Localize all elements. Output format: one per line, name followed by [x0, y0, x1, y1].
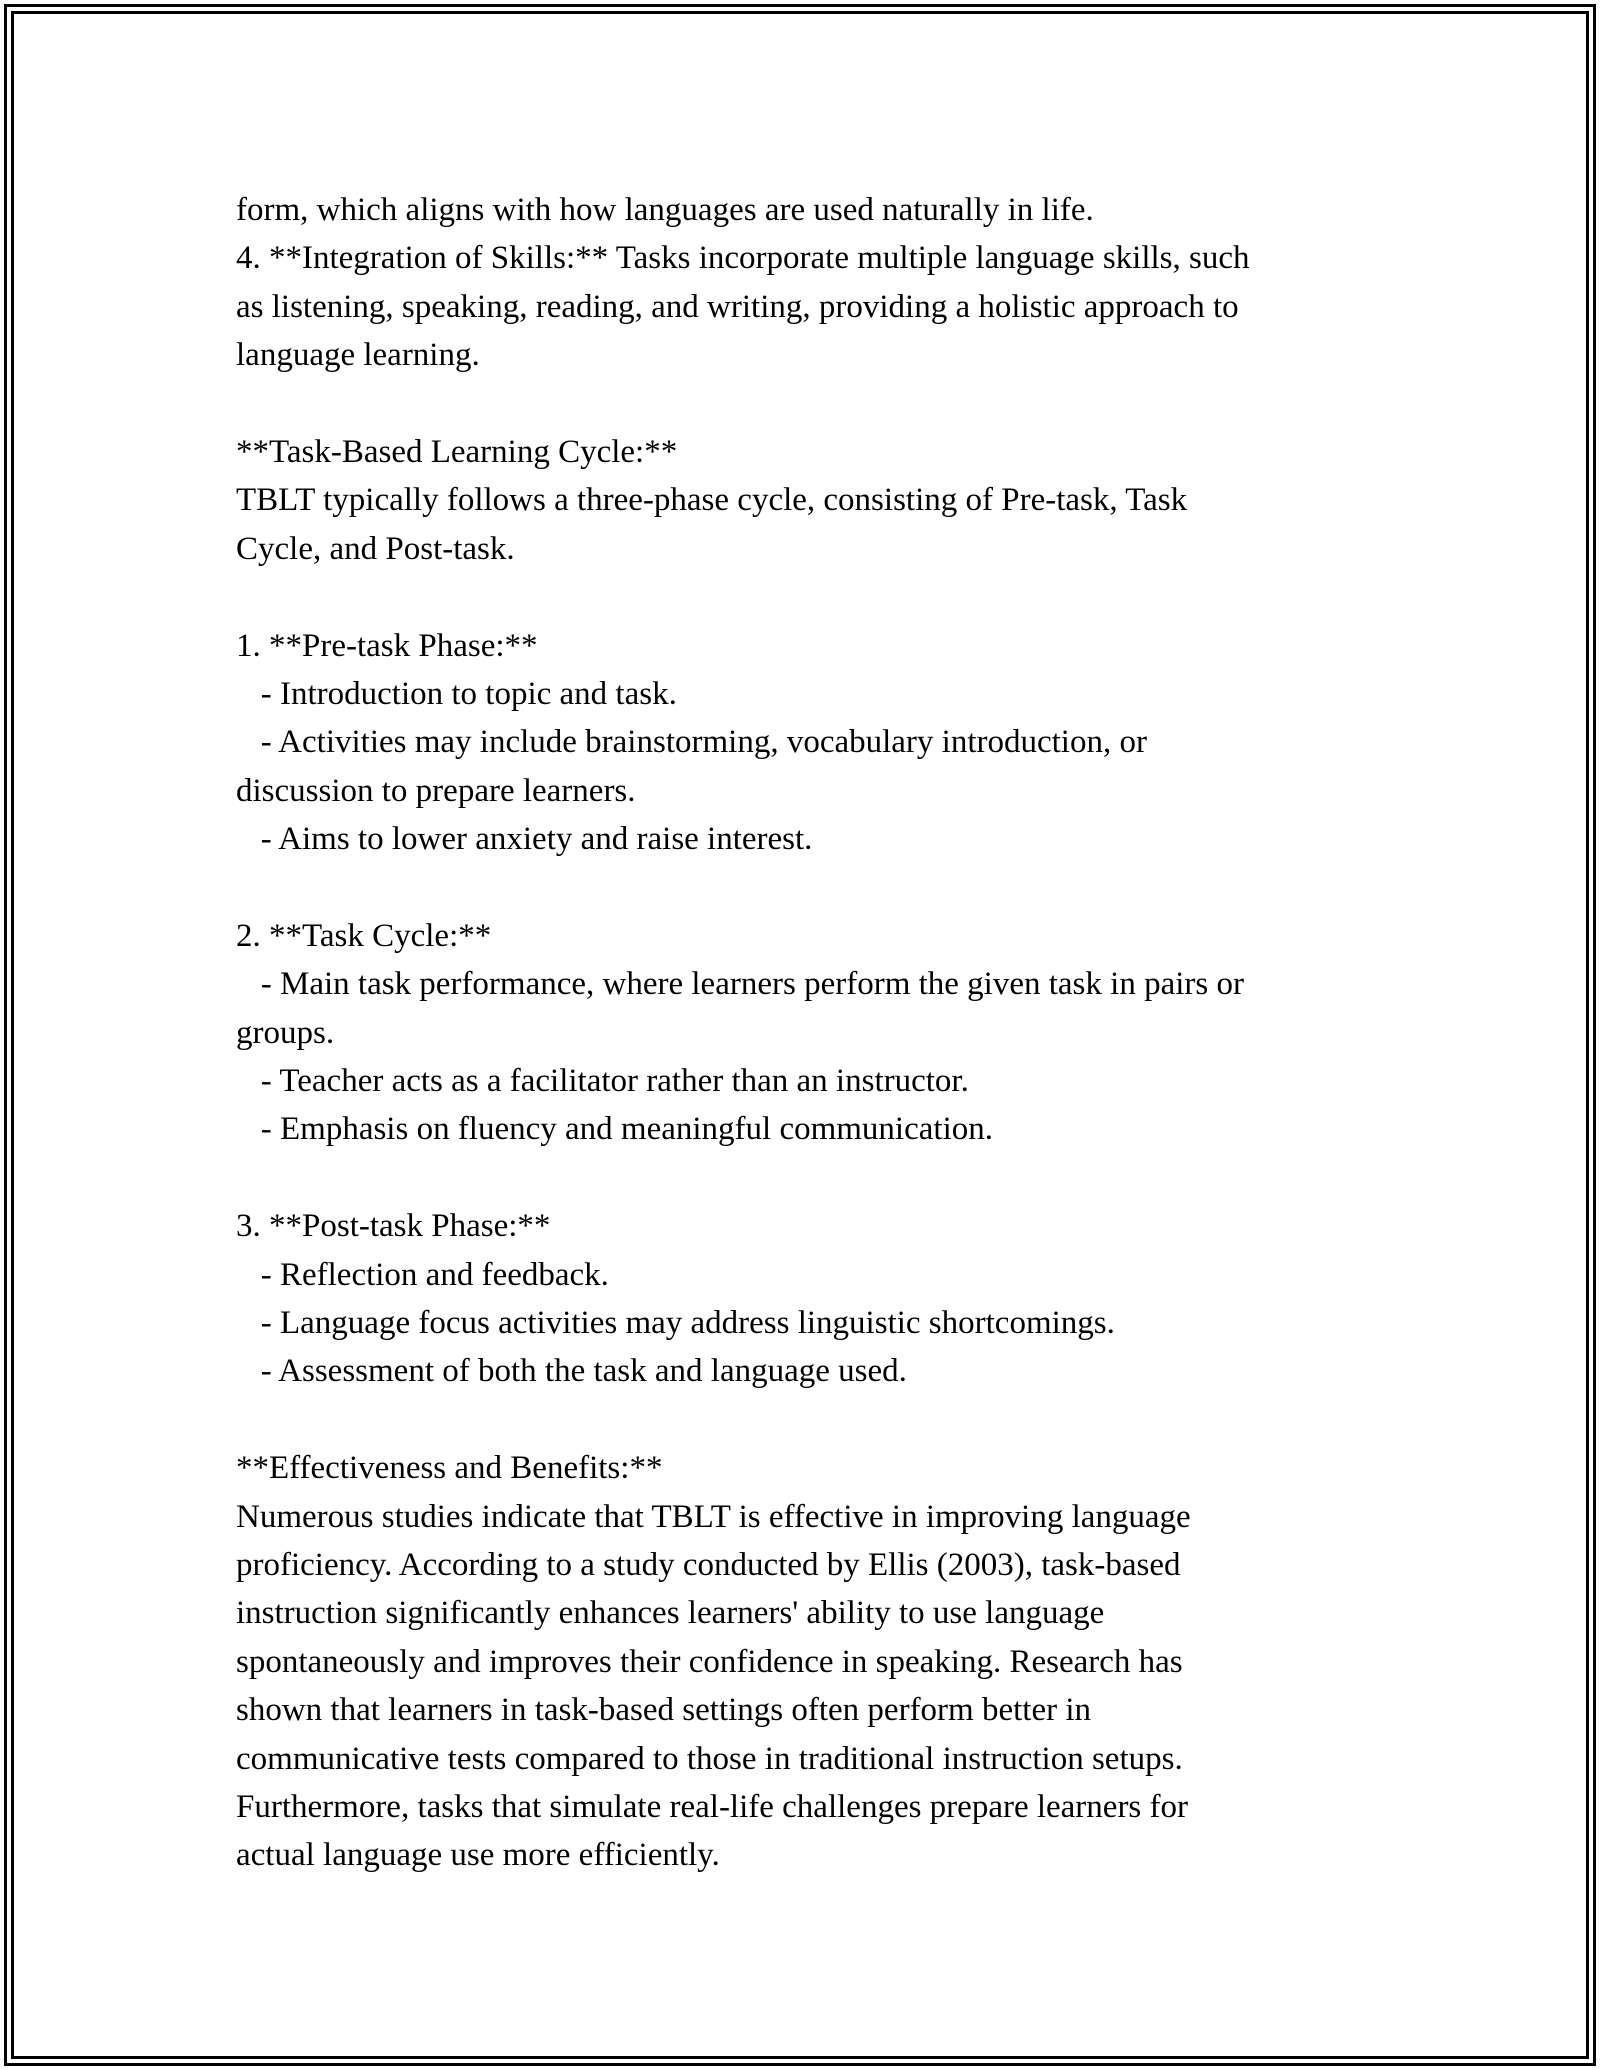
- bullet-line: - Activities may include brainstorming, vocabulary introduction, or: [236, 724, 1147, 761]
- bullet-line: - Introduction to topic and task.: [236, 675, 677, 712]
- text-line: as listening, speaking, reading, and writing, providing a holistic approach to: [236, 288, 1239, 325]
- text-line: spontaneously and improves their confidence in speaking. Research has: [236, 1643, 1183, 1680]
- phase-heading: 3. **Post-task Phase:**: [236, 1208, 551, 1245]
- text-line: Numerous studies indicate that TBLT is effective in improving language: [236, 1498, 1191, 1535]
- phase-heading: 1. **Pre-task Phase:**: [236, 627, 538, 664]
- text-line: groups.: [236, 1014, 335, 1051]
- text-line: communicative tests compared to those in traditional instruction setups.: [236, 1740, 1183, 1777]
- bullet-line: - Main task performance, where learners perform the given task in pairs or: [236, 966, 1244, 1003]
- bullet-line: - Emphasis on fluency and meaningful communication.: [236, 1111, 993, 1148]
- section-heading: **Effectiveness and Benefits:**: [236, 1450, 663, 1487]
- blank-line: [236, 380, 1416, 428]
- blank-line: [236, 1396, 1416, 1444]
- text-line: Cycle, and Post-task.: [236, 530, 515, 567]
- bullet-line: - Assessment of both the task and language used.: [236, 1353, 907, 1390]
- section-heading: **Task-Based Learning Cycle:**: [236, 433, 678, 470]
- text-line: shown that learners in task-based settings often perform better in: [236, 1692, 1092, 1729]
- bullet-line: - Aims to lower anxiety and raise interest.: [236, 821, 813, 858]
- blank-line: [236, 573, 1416, 621]
- bullet-line: - Reflection and feedback.: [236, 1256, 609, 1293]
- blank-line: [236, 1154, 1416, 1202]
- text-line: 4. **Integration of Skills:** Tasks incorporate multiple language skills, such: [236, 240, 1250, 277]
- text-line: proficiency. According to a study conducted by Ellis (2003), task-based: [236, 1546, 1181, 1583]
- bullet-line: - Teacher acts as a facilitator rather than an instructor.: [236, 1063, 969, 1100]
- document-body: [236, 186, 1416, 1880]
- blank-line: [236, 863, 1416, 911]
- bullet-line: - Language focus activities may address linguistic shortcomings.: [236, 1304, 1115, 1341]
- text-line: actual language use more efficiently.: [236, 1837, 720, 1874]
- text-line: form, which aligns with how languages are used naturally in life.: [236, 192, 1094, 228]
- text-line: discussion to prepare learners.: [236, 772, 636, 809]
- phase-heading: 2. **Task Cycle:**: [236, 917, 492, 954]
- text-line: Furthermore, tasks that simulate real-life challenges prepare learners for: [236, 1788, 1189, 1825]
- text-line: instruction significantly enhances learners' ability to use language: [236, 1595, 1105, 1632]
- text-line: TBLT typically follows a three-phase cycle, consisting of Pre-task, Task: [236, 482, 1188, 519]
- text-line: language learning.: [236, 337, 480, 374]
